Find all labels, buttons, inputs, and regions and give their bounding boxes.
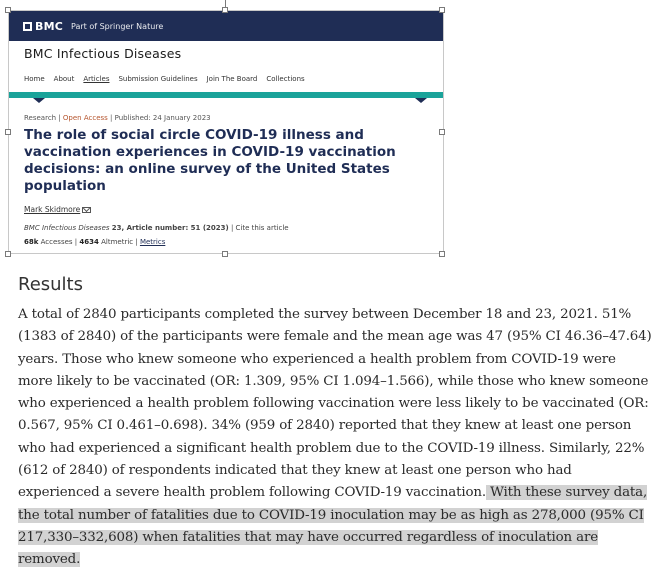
accent-marker [33,98,45,103]
results-heading: Results [18,274,83,295]
article-stats: 68k Accesses | 4634 Altmetric | Metrics [24,238,166,246]
text-line [18,482,648,504]
text-line: who experienced a health problem following vaccination were less likely to be vaccinated (OR: [18,396,649,412]
highlighted-text: 217,330–332,608) when fatalities that may have occurred regardless of inoculation are [18,529,598,545]
text-line: (1383 of 2840) of the participants were female and the mean age was 47 (95% CI 46.36–47.64) [18,329,652,345]
resize-handle-bottom-left[interactable] [5,251,11,257]
resize-handle-top-left[interactable] [5,7,11,13]
highlighted-text: the total number of fatalities due to COVID-19 inoculation may be as high as 278,000 (95% CI [18,507,644,523]
accent-marker [415,98,427,103]
embedded-article-image[interactable] [8,10,444,254]
article-meta: Research | Open Access | Published: 24 January 2023 [24,114,211,122]
resize-handle-left[interactable] [5,129,11,135]
text-line: 0.567, 95% CI 0.461–0.698). 34% (959 of 2840) reported that they knew at least one person [18,418,632,434]
publisher-tagline: Part of Springer Nature [71,21,164,31]
nav-item-submission: Submission Guidelines [118,75,198,83]
article-title: The role of social circle COVID-19 illness and vaccination experiences in COVID-19 vaccination decisions: an online survey of the United States population [24,127,396,194]
highlighted-text: With these survey data, [486,485,648,501]
text-line: A total of 2840 participants completed the survey between December 18 and 23, 2021. 51% [18,307,632,322]
resize-handle-bottom[interactable] [222,251,228,257]
nav-item-collections: Collections [266,75,305,83]
results-paragraph[interactable] [18,304,652,572]
cite-link: Cite this article [235,224,289,232]
article-type: Research [24,114,57,122]
text-line: years. Those who knew someone who experienced a health problem from COVID-19 were [18,351,616,367]
resize-handle-bottom-right[interactable] [439,251,445,257]
nav-item-about: About [53,75,75,83]
highlighted-text: removed. [18,552,81,568]
citation-details: 23, Article number: 51 (2023) [111,224,229,232]
text-segment: experienced a severe health problem following COVID-19 vaccination. [18,485,486,501]
resize-handle-top-right[interactable] [439,7,445,13]
open-access-label: Open Access [62,114,108,122]
journal-nav [24,75,305,83]
resize-handle-right[interactable] [439,129,445,135]
nav-item-articles: Articles [83,75,110,83]
bmc-logo-icon [23,22,32,31]
publisher-bar [9,11,443,41]
citation-journal: BMC Infectious Diseases [24,224,110,232]
published-date: Published: 24 January 2023 [114,114,211,122]
text-line [18,549,618,571]
nav-item-home: Home [24,75,45,83]
metrics-link: Metrics [139,238,166,246]
altmetric-label: Altmetric [101,238,134,246]
text-line: (612 of 2840) of respondents indicated that they knew at least one person who had [18,463,572,479]
text-line [18,505,644,527]
resize-handle-top[interactable] [222,7,228,13]
author-label: Mark Skidmore [24,205,81,214]
journal-title: BMC Infectious Diseases [24,46,182,61]
accent-bar [9,92,443,98]
publisher-logo-text: BMC [35,19,64,33]
text-line: who had experienced a significant health problem due to the COVID-19 illness. Similarly, 22% [18,440,645,456]
text-line [18,527,618,549]
accesses-count: 68k [24,238,39,246]
email-icon [82,207,91,213]
text-line: more likely to be vaccinated (OR: 1.309, 95% CI 1.094–1.566), while those who knew someone [18,373,649,389]
nav-item-join-board: Join The Board [206,75,258,83]
accesses-label: Accesses [40,238,73,246]
altmetric-count: 4634 [79,238,99,246]
author-name [24,205,91,214]
citation-line: BMC Infectious Diseases 23, Article number: 51 (2023) | Cite this article [24,224,289,232]
